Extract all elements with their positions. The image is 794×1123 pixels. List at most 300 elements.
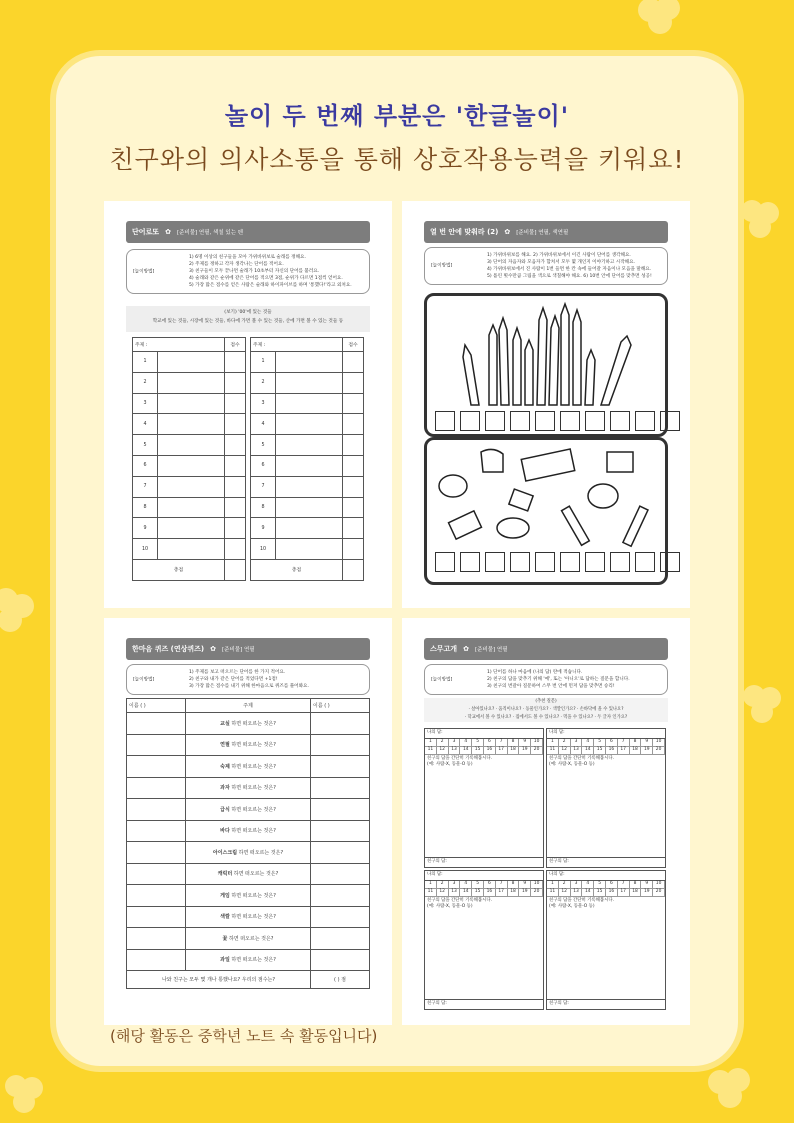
row-number: 7 <box>251 476 276 497</box>
question-number[interactable]: 12 <box>559 889 571 897</box>
row-number: 4 <box>251 414 276 435</box>
word-cell[interactable] <box>276 518 343 539</box>
word-cell[interactable] <box>276 393 343 414</box>
answer-box[interactable] <box>460 552 480 572</box>
quiz-topic: 아이스크림 <box>212 849 238 856</box>
name-header: 이름 ( ) <box>311 699 370 713</box>
rule-line: 1) 가위바위보를 해요. 2) 가위바위보에서 이긴 사람이 단어를 생각해요. <box>487 253 631 258</box>
question-number[interactable]: 8 <box>508 881 520 889</box>
worksheet-title: 열 번 안에 맞춰라 (2) <box>430 228 499 236</box>
question-number[interactable]: 9 <box>519 881 531 889</box>
rules-box <box>424 664 668 695</box>
row-number: 2 <box>251 372 276 393</box>
rule-line: 5) 틀린 횟수만큼 그림을 색으로 색칠해야 해요. 6) 10번 안에 단어를 맞추면 성공! <box>487 274 652 279</box>
word-cell[interactable] <box>158 455 225 476</box>
recommend-box <box>424 698 668 722</box>
question-number[interactable]: 1 <box>547 881 559 889</box>
answer-cell[interactable] <box>127 713 186 735</box>
answer-panels <box>424 728 668 1012</box>
question-number[interactable]: 6 <box>484 739 496 747</box>
score-cell[interactable] <box>225 476 246 497</box>
answer-box[interactable] <box>660 552 680 572</box>
question-number[interactable]: 11 <box>547 889 559 897</box>
example-text: 학교에 있는 것들, 시장에 있는 것들, 바다에 가면 볼 수 있는 것들, 산에 가면 볼 수 있는 것들 등 <box>152 319 344 324</box>
row-number: 5 <box>251 435 276 456</box>
number-grid <box>425 881 543 897</box>
number-grid <box>547 881 665 897</box>
food-illustration-icon <box>431 444 665 554</box>
question-number[interactable]: 12 <box>437 747 449 755</box>
question-number[interactable]: 3 <box>571 881 583 889</box>
question-number[interactable]: 20 <box>653 889 665 897</box>
question-number[interactable]: 19 <box>641 747 653 755</box>
flower-decoration-icon <box>700 1060 760 1120</box>
worksheet-materials: [준비물] 연필, 색칠 있는 펜 <box>176 230 244 236</box>
answer-box[interactable] <box>485 552 505 572</box>
question-number[interactable]: 12 <box>437 889 449 897</box>
question-number[interactable]: 16 <box>484 889 496 897</box>
rules-label: [놀이방법] <box>431 263 453 269</box>
answer-box[interactable] <box>585 411 605 431</box>
question-number[interactable]: 11 <box>547 747 559 755</box>
question-number[interactable]: 18 <box>630 747 642 755</box>
score-header: 점수 <box>225 338 246 352</box>
recommend-line: · 학교에서 볼 수 있나요? · 집에서도 볼 수 있나요? · 먹을 수 있나요? · 두 글자 인가요? <box>464 715 628 720</box>
question-number[interactable]: 12 <box>559 747 571 755</box>
quiz-suffix: 하면 떠오르는 것은? <box>231 763 276 770</box>
question-number[interactable]: 8 <box>630 739 642 747</box>
score-cell[interactable] <box>343 476 364 497</box>
answer-cell[interactable] <box>311 949 370 971</box>
question-number[interactable]: 20 <box>653 747 665 755</box>
row-number: 1 <box>251 352 276 373</box>
question-number[interactable]: 9 <box>519 739 531 747</box>
answer-box[interactable] <box>535 552 555 572</box>
answer-cell[interactable] <box>127 777 186 799</box>
question-number[interactable]: 15 <box>472 889 484 897</box>
question-number[interactable]: 6 <box>606 739 618 747</box>
answer-box[interactable] <box>660 411 680 431</box>
answer-box[interactable] <box>635 411 655 431</box>
rule-line: 1) 주제를 보고 떠오르는 단어를 한 가지 적어요. <box>189 670 286 675</box>
question-number[interactable]: 13 <box>449 889 461 897</box>
score-header: 점수 <box>343 338 364 352</box>
recommend-line: · 살아있나요? · 움직이나요? · 동물인가요? · 색깔인가요? · 손바닥에 올 수 있나요? <box>468 707 624 712</box>
worksheet-one-mind-quiz <box>104 618 392 1025</box>
worksheet-title: 스무고개 <box>430 645 458 653</box>
answer-cell[interactable] <box>127 799 186 821</box>
row-number: 1 <box>133 352 158 373</box>
answer-cell[interactable] <box>127 949 186 971</box>
question-number[interactable]: 10 <box>653 739 665 747</box>
food-picture-panel <box>424 437 668 585</box>
question-number[interactable]: 17 <box>496 747 508 755</box>
note-line: 친구의 답을 간단히 기록해봅시다. <box>427 756 492 761</box>
word-cell[interactable] <box>158 476 225 497</box>
rule-line: 3) 단어의 자음자와 모음자가 합쳐서 모두 몇 개인지 이야기하고 시작해요. <box>487 260 636 265</box>
answer-cell[interactable] <box>311 906 370 928</box>
row-number: 3 <box>133 393 158 414</box>
row-number: 7 <box>133 476 158 497</box>
my-answer-label[interactable]: 나의 답: <box>425 871 543 881</box>
row-number: 10 <box>133 539 158 560</box>
score-cell[interactable] <box>225 497 246 518</box>
question-number[interactable]: 4 <box>582 739 594 747</box>
question-number[interactable]: 5 <box>472 881 484 889</box>
rule-line: 2) 친구의 답을 맞추기 위해 '예', 또는 '아니오'로 답하는 질문을 합니다. <box>487 677 630 682</box>
question-number[interactable]: 11 <box>425 889 437 897</box>
note-line: 친구의 답을 간단히 기록해봅시다. <box>549 898 614 903</box>
question-number[interactable]: 7 <box>496 881 508 889</box>
question-number[interactable]: 10 <box>531 739 543 747</box>
footer-question: 나와 친구는 모두 몇 개나 통했나요? 우리의 점수는? <box>127 971 311 989</box>
question-number[interactable]: 19 <box>641 889 653 897</box>
score-cell[interactable] <box>225 372 246 393</box>
question-number[interactable]: 17 <box>618 889 630 897</box>
quiz-suffix: 하면 떠오르는 것은? <box>231 720 276 727</box>
quiz-suffix: 하면 떠오르는 것은? <box>233 871 279 878</box>
answer-box[interactable] <box>560 411 580 431</box>
friend-answer-label[interactable]: 친구의 답: <box>547 857 665 867</box>
question-number[interactable]: 2 <box>559 881 571 889</box>
answer-cell[interactable] <box>311 842 370 864</box>
row-number: 5 <box>133 435 158 456</box>
question-number[interactable]: 19 <box>519 747 531 755</box>
question-number[interactable]: 14 <box>460 889 472 897</box>
worksheet-header <box>126 221 370 243</box>
question-number[interactable]: 15 <box>594 889 606 897</box>
word-cell[interactable] <box>158 393 225 414</box>
question-number[interactable]: 17 <box>618 747 630 755</box>
question-number[interactable]: 2 <box>437 739 449 747</box>
lotto-table-right <box>250 337 364 581</box>
question-number[interactable]: 14 <box>460 747 472 755</box>
word-cell[interactable] <box>158 372 225 393</box>
question-number[interactable]: 4 <box>460 881 472 889</box>
worksheet-materials: [준비물] 연필 <box>222 647 255 653</box>
answer-box[interactable] <box>535 411 555 431</box>
question-number[interactable]: 14 <box>582 889 594 897</box>
word-cell[interactable] <box>158 414 225 435</box>
rule-line: 3) 친구의 번갈아 질문하여 스무 번 안에 먼저 답을 맞추면 승리! <box>487 684 615 689</box>
answer-box[interactable] <box>635 552 655 572</box>
word-cell[interactable] <box>158 352 225 373</box>
answer-cell[interactable] <box>311 713 370 735</box>
example-box <box>126 306 370 332</box>
answer-cell[interactable] <box>311 885 370 907</box>
word-cell[interactable] <box>276 352 343 373</box>
question-number[interactable]: 18 <box>630 889 642 897</box>
rules-label: [놀이방법] <box>133 269 155 274</box>
rule-line: 4) 가위바위보에서 진 사람이 1번 들면 한 칸 속에 들어갈 자음이나 모음을 말해요. <box>487 267 652 272</box>
quiz-suffix: 하면 떠오르는 것은? <box>238 849 284 856</box>
answer-box[interactable] <box>560 552 580 572</box>
quiz-topic: 숙제 <box>220 763 230 770</box>
question-number[interactable]: 14 <box>582 747 594 755</box>
total-cell[interactable] <box>343 559 364 580</box>
number-grid <box>425 739 543 755</box>
word-cell[interactable] <box>276 539 343 560</box>
rule-line: 4) 술래와 같은 순위에 같은 단어를 적으면 3점, 순위가 다르면 1점씩 얻어요. <box>189 276 343 281</box>
question-number[interactable]: 20 <box>531 889 543 897</box>
word-cell[interactable] <box>276 497 343 518</box>
word-cell[interactable] <box>276 372 343 393</box>
question-number[interactable]: 13 <box>571 747 583 755</box>
row-number: 6 <box>133 455 158 476</box>
score-cell[interactable] <box>343 539 364 560</box>
row-number: 2 <box>133 372 158 393</box>
answer-boxes <box>435 411 680 431</box>
flower-decoration-icon <box>736 195 786 245</box>
quiz-topic: 바다 <box>220 828 230 835</box>
quiz-suffix: 하면 떠오르는 것은? <box>231 785 276 792</box>
flower-decoration-icon <box>630 0 690 40</box>
answer-cell[interactable] <box>127 928 186 950</box>
rule-line: 1) 단어를 하나 마음에 (나의 답) 란에 적습니다. <box>487 670 583 675</box>
question-number[interactable]: 9 <box>641 739 653 747</box>
answer-cell[interactable] <box>311 820 370 842</box>
total-label: 총점 <box>251 559 343 580</box>
answer-cell[interactable] <box>311 799 370 821</box>
word-cell[interactable] <box>158 497 225 518</box>
worksheet-guess-in-ten <box>402 201 690 608</box>
example-title: (보기) '00'에 있는 것들 <box>224 310 272 315</box>
answer-cell[interactable] <box>127 756 186 778</box>
answer-cell[interactable] <box>311 777 370 799</box>
total-cell[interactable] <box>225 559 246 580</box>
score-cell[interactable] <box>225 414 246 435</box>
question-number[interactable]: 2 <box>559 739 571 747</box>
number-grid <box>547 739 665 755</box>
friend-answer-label[interactable]: 친구의 답: <box>425 999 543 1009</box>
question-number[interactable]: 3 <box>449 739 461 747</box>
score-cell[interactable] <box>225 539 246 560</box>
flower-decoration-icon <box>738 680 788 730</box>
answer-box[interactable] <box>585 552 605 572</box>
answer-cell[interactable] <box>127 885 186 907</box>
score-cell[interactable] <box>343 435 364 456</box>
quiz-topic: 색깔 <box>220 914 230 921</box>
topic-header: 주제 : <box>251 338 343 352</box>
quiz-table <box>126 698 370 989</box>
row-number: 4 <box>133 414 158 435</box>
word-cell[interactable] <box>276 455 343 476</box>
flower-decoration-icon <box>0 1070 50 1120</box>
score-cell[interactable] <box>225 518 246 539</box>
score-cell[interactable] <box>225 352 246 373</box>
answer-box[interactable] <box>435 552 455 572</box>
question-number[interactable]: 18 <box>508 747 520 755</box>
row-number: 8 <box>133 497 158 518</box>
quiz-topic: 캐릭터 <box>217 871 233 878</box>
word-cell[interactable] <box>158 539 225 560</box>
worksheet-character-icon: ✿ <box>463 645 469 653</box>
question-number[interactable]: 15 <box>594 747 606 755</box>
question-number[interactable]: 20 <box>531 747 543 755</box>
note-example: (예: 사람-X, 동물-O 등) <box>549 904 595 909</box>
question-number[interactable]: 9 <box>641 881 653 889</box>
note-example: (예: 사람-X, 동물-O 등) <box>427 904 473 909</box>
question-number[interactable]: 7 <box>496 739 508 747</box>
rules-box <box>126 249 370 294</box>
worksheet-header <box>424 221 668 243</box>
quiz-topic: 연필 <box>220 742 230 749</box>
rules-box <box>424 247 668 285</box>
score-cell[interactable] <box>225 435 246 456</box>
question-number[interactable]: 16 <box>484 747 496 755</box>
my-answer-label[interactable]: 나의 답: <box>547 729 665 739</box>
answer-cell[interactable] <box>311 756 370 778</box>
quiz-suffix: 하면 떠오르는 것은? <box>231 742 276 749</box>
score-cell[interactable] <box>343 393 364 414</box>
answer-box[interactable] <box>510 552 530 572</box>
answer-panel <box>424 728 544 868</box>
word-cell[interactable] <box>158 518 225 539</box>
rule-line: 2) 주제를 정하고 각자 생각나는 단어를 적어요. <box>189 262 284 267</box>
question-number[interactable]: 11 <box>425 747 437 755</box>
question-number[interactable]: 13 <box>449 747 461 755</box>
answer-boxes <box>435 552 680 572</box>
answer-cell[interactable] <box>127 820 186 842</box>
page-title: 놀이 두 번째 부분은 '한글놀이' <box>224 102 570 130</box>
worksheet-materials: [준비물] 연필 <box>474 647 508 653</box>
question-number[interactable]: 3 <box>449 881 461 889</box>
score-cell[interactable] <box>343 414 364 435</box>
rule-line: 5) 가장 많은 점수를 얻은 사람은 술래와 하이파이브를 하며 '통했다!'라고 외쳐요. <box>189 283 352 288</box>
question-number[interactable]: 17 <box>496 889 508 897</box>
row-number: 8 <box>251 497 276 518</box>
word-cell[interactable] <box>158 435 225 456</box>
word-cell[interactable] <box>276 476 343 497</box>
quiz-topic: 과일 <box>220 957 230 964</box>
question-number[interactable]: 15 <box>472 747 484 755</box>
score-cell[interactable] <box>343 455 364 476</box>
question-number[interactable]: 4 <box>582 881 594 889</box>
pencils-illustration-icon <box>431 300 665 410</box>
answer-panel <box>424 870 544 1010</box>
question-number[interactable]: 8 <box>630 881 642 889</box>
my-answer-label[interactable]: 나의 답: <box>425 729 543 739</box>
worksheet-title: 한마음 퀴즈 (연상퀴즈) <box>132 645 205 653</box>
note-line: 친구의 답을 간단히 기록해봅시다. <box>549 756 614 761</box>
question-number[interactable]: 6 <box>484 881 496 889</box>
quiz-suffix: 하면 떠오르는 것은? <box>231 828 276 835</box>
question-number[interactable]: 7 <box>618 881 630 889</box>
answer-box[interactable] <box>435 411 455 431</box>
question-number[interactable]: 10 <box>653 881 665 889</box>
question-number[interactable]: 1 <box>425 881 437 889</box>
worksheet-character-icon: ✿ <box>165 228 171 236</box>
footer-score[interactable]: ( ) 점 <box>311 971 370 989</box>
worksheet-word-lotto <box>104 201 392 608</box>
rule-line: 3) 친구들이 모두 끝나면 술래가 10초부터 자신의 단어를 불러요. <box>189 269 320 274</box>
answer-cell[interactable] <box>127 906 186 928</box>
question-number[interactable]: 1 <box>425 739 437 747</box>
answer-cell[interactable] <box>311 734 370 756</box>
question-number[interactable]: 3 <box>571 739 583 747</box>
quiz-topic: 급식 <box>220 806 230 813</box>
score-cell[interactable] <box>225 455 246 476</box>
question-number[interactable]: 8 <box>508 739 520 747</box>
question-number[interactable]: 13 <box>571 889 583 897</box>
word-cell[interactable] <box>276 414 343 435</box>
score-cell[interactable] <box>343 372 364 393</box>
note-example: (예: 사람-X, 동물-O 등) <box>549 762 595 767</box>
name-header: 이름 ( ) <box>127 699 186 713</box>
quiz-topic: 교실 <box>220 720 230 727</box>
answer-panel <box>546 728 666 868</box>
question-number[interactable]: 2 <box>437 881 449 889</box>
total-label: 총점 <box>133 559 225 580</box>
answer-cell[interactable] <box>127 863 186 885</box>
note-example: (예: 사람-X, 동물-O 등) <box>427 762 473 767</box>
rule-line: 3) 가장 많은 점수를 내기 위해 한마음으로 퀴즈를 풀어봐요. <box>189 684 309 689</box>
row-number: 9 <box>251 518 276 539</box>
note-line: 친구의 답을 간단히 기록해봅시다. <box>427 898 492 903</box>
topic-header: 주제 : <box>133 338 225 352</box>
quiz-suffix: 하면 떠오르는 것은? <box>231 806 276 813</box>
footer-caption: (해당 활동은 중학년 노트 속 활동입니다) <box>110 1027 378 1045</box>
question-number[interactable]: 4 <box>460 739 472 747</box>
answer-box[interactable] <box>485 411 505 431</box>
answer-cell[interactable] <box>311 863 370 885</box>
worksheet-header <box>424 638 668 660</box>
friend-answer-label[interactable]: 친구의 답: <box>425 857 543 867</box>
score-cell[interactable] <box>343 352 364 373</box>
answer-cell[interactable] <box>311 928 370 950</box>
question-number[interactable]: 10 <box>531 881 543 889</box>
quiz-suffix: 하면 떠오르는 것은? <box>231 957 276 964</box>
row-number: 10 <box>251 539 276 560</box>
question-number[interactable]: 19 <box>519 889 531 897</box>
my-answer-label[interactable]: 나의 답: <box>547 871 665 881</box>
score-cell[interactable] <box>343 497 364 518</box>
question-number[interactable]: 6 <box>606 881 618 889</box>
question-number[interactable]: 7 <box>618 739 630 747</box>
word-cell[interactable] <box>276 435 343 456</box>
answer-box[interactable] <box>460 411 480 431</box>
question-number[interactable]: 18 <box>508 889 520 897</box>
score-cell[interactable] <box>343 518 364 539</box>
worksheet-title: 단어로또 <box>132 228 160 236</box>
answer-cell[interactable] <box>127 734 186 756</box>
row-number: 3 <box>251 393 276 414</box>
friend-answer-label[interactable]: 친구의 답: <box>547 999 665 1009</box>
question-number[interactable]: 16 <box>606 889 618 897</box>
question-number[interactable]: 1 <box>547 739 559 747</box>
answer-box[interactable] <box>610 552 630 572</box>
row-number: 9 <box>133 518 158 539</box>
score-cell[interactable] <box>225 393 246 414</box>
answer-box[interactable] <box>610 411 630 431</box>
question-number[interactable]: 5 <box>472 739 484 747</box>
quiz-suffix: 하면 떠오르는 것은? <box>231 914 276 921</box>
question-number[interactable]: 5 <box>594 881 606 889</box>
rule-line: 1) 6명 이상의 친구들을 모아 가위바위보로 술래를 정해요. <box>189 255 306 260</box>
rules-label: [놀이방법] <box>133 677 155 682</box>
rule-line: 2) 친구와 내가 같은 단어를 적었다면 +1점! <box>189 677 278 682</box>
rules-label: [놀이방법] <box>431 677 453 682</box>
question-number[interactable]: 5 <box>594 739 606 747</box>
answer-cell[interactable] <box>127 842 186 864</box>
topic-header: 주제 <box>186 699 311 713</box>
page-subtitle: 친구와의 의사소통을 통해 상호작용능력을 키워요! <box>109 145 685 174</box>
question-number[interactable]: 16 <box>606 747 618 755</box>
answer-box[interactable] <box>510 411 530 431</box>
rules-box <box>126 664 370 695</box>
worksheet-character-icon: ✿ <box>210 645 217 653</box>
quiz-topic: 게임 <box>220 892 230 899</box>
